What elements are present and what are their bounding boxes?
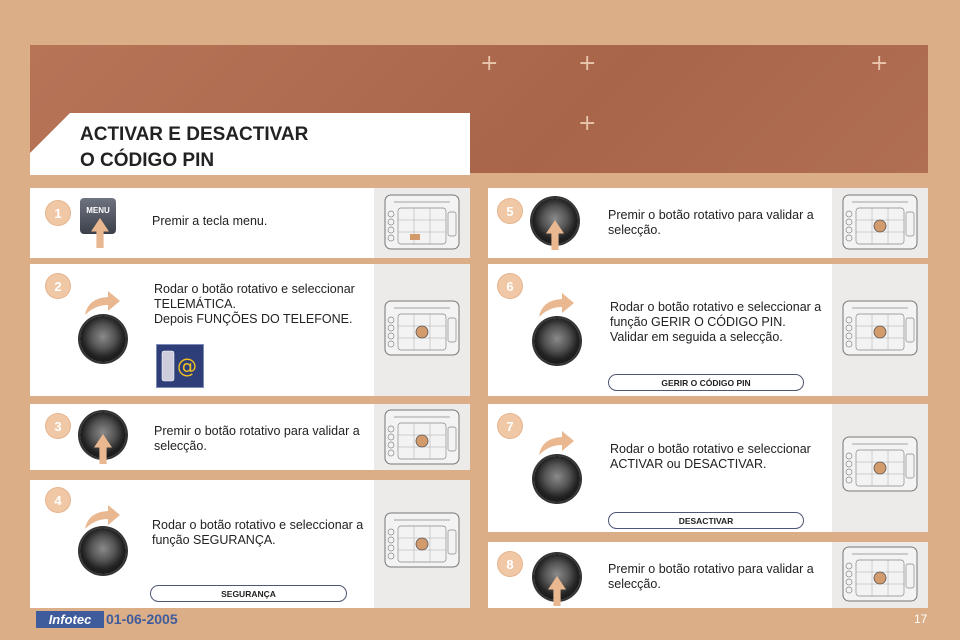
title-line-2: O CÓDIGO PIN xyxy=(80,150,215,171)
device-area xyxy=(832,404,928,532)
radio-unit-icon xyxy=(384,409,460,465)
step-text: Premir o botão rotativo para validar a selecção. xyxy=(608,208,814,237)
plus-mark-icon: + xyxy=(480,51,499,76)
menu-option-gerir-codigo-pin: GERIR O CÓDIGO PIN xyxy=(608,374,804,391)
title-line-1: ACTIVAR E DESACTIVAR xyxy=(80,124,309,145)
rotary-knob-icon xyxy=(534,456,580,502)
step-6-panel xyxy=(488,264,928,396)
step-number: 4 xyxy=(46,488,70,512)
step-text: Rodar o botão rotativo e seleccionar TELEMÁTICA. Depois FUNÇÕES DO TELEFONE. xyxy=(154,282,355,326)
device-area xyxy=(374,480,470,608)
step-3-panel xyxy=(30,404,470,470)
step-2-panel xyxy=(30,264,470,396)
rotary-knob-icon xyxy=(80,316,126,362)
radio-unit-icon xyxy=(384,194,460,250)
svg-text:@: @ xyxy=(177,354,197,378)
step-number: 5 xyxy=(498,199,522,223)
step-text: Rodar o botão rotativo e seleccionar ACTIVAR ou DESACTIVAR. xyxy=(610,442,811,471)
device-area xyxy=(374,188,470,258)
radio-unit-icon xyxy=(384,512,460,568)
step-number: 3 xyxy=(46,414,70,438)
step-text: Premir a tecla menu. xyxy=(152,214,268,228)
step-number: 6 xyxy=(498,274,522,298)
step-text: Rodar o botão rotativo e seleccionar a função SEGURANÇA. xyxy=(152,518,364,547)
device-area xyxy=(832,188,928,258)
radio-unit-icon xyxy=(842,194,918,250)
menu-option-seguranca: SEGURANÇA xyxy=(150,585,347,602)
rotate-arrow-icon xyxy=(536,290,576,320)
step-text: Premir o botão rotativo para validar a selecção. xyxy=(608,562,814,591)
plus-mark-icon: + xyxy=(870,51,889,76)
plus-mark-icon: + xyxy=(578,111,597,136)
radio-unit-icon xyxy=(384,300,460,356)
menu-option-desactivar: DESACTIVAR xyxy=(608,512,804,529)
radio-unit-icon xyxy=(842,546,918,602)
device-area xyxy=(832,542,928,608)
step-7-panel xyxy=(488,404,928,532)
step-number: 8 xyxy=(498,552,522,576)
device-area xyxy=(374,404,470,470)
step-text: Premir o botão rotativo para validar a selecção. xyxy=(154,424,360,453)
step-number: 7 xyxy=(498,414,522,438)
page-number: 17 xyxy=(914,612,928,626)
step-number: 1 xyxy=(46,201,70,225)
page-title xyxy=(80,122,308,174)
rotary-knob-icon xyxy=(534,318,580,364)
step-1-panel xyxy=(30,188,470,258)
menu-key-label: MENU xyxy=(86,206,110,215)
rotate-arrow-icon xyxy=(82,288,122,318)
device-area xyxy=(374,264,470,396)
rotary-knob-icon xyxy=(80,528,126,574)
footer-date: 01-06-2005 xyxy=(106,611,178,627)
phone-telematics-icon xyxy=(156,344,204,388)
plus-mark-icon: + xyxy=(578,51,597,76)
device-area xyxy=(832,264,928,396)
step-text: Rodar o botão rotativo e seleccionar a função GERIR O CÓDIGO PIN. Validar em seguida a selecção. xyxy=(610,300,822,344)
rotate-arrow-icon xyxy=(536,428,576,458)
step-8-panel xyxy=(488,542,928,608)
radio-unit-icon xyxy=(842,300,918,356)
step-4-panel xyxy=(30,480,470,608)
step-number: 2 xyxy=(46,274,70,298)
radio-unit-icon xyxy=(842,436,918,492)
step-5-panel xyxy=(488,188,928,258)
infotec-logo: Infotec xyxy=(36,611,104,628)
